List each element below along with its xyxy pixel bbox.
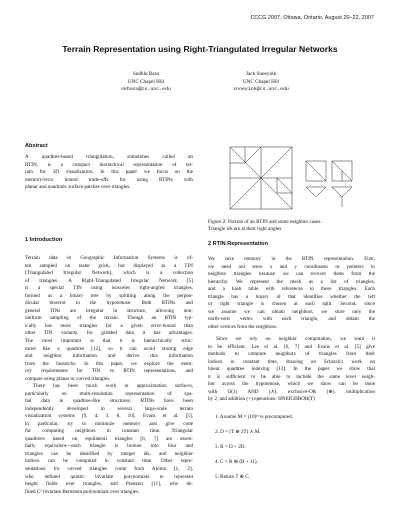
rtin-line: other vertices from the neighbors. (208, 323, 278, 330)
intro-line: indices can be computed in constant time. Other repre- (25, 458, 193, 465)
intro-line: tially equivalent—each triangle is broken into four and (25, 443, 193, 450)
author-email: snoeyink@cs.unc.edu (233, 87, 289, 93)
intro-line: ically has more triangles for a given error-bound than (25, 322, 193, 329)
intro-line: is a special TIN using isosceles right-angled triangles, (25, 285, 193, 292)
author-block-1 (86, 70, 206, 95)
rtin-line: we need not store x and y coordinates or pointers to (208, 263, 375, 270)
intro-paragraph-1 (25, 255, 193, 383)
intro-line: quadtrees based on equilateral triangles [6, 7] are essen- (25, 435, 193, 442)
rtin-line: and a hash table with references to these triangles. Each (208, 286, 375, 293)
intro-line: formed as a binary tree by splitting along the perpen- (25, 292, 193, 299)
author-name: Sudhlu Basu (132, 71, 160, 77)
intro-heading: 1 Introduction (25, 237, 63, 243)
rtin-line: with O(1) AND (∧), exclusive-OR (⊕), multiplication (208, 388, 375, 395)
intro-line: of triangles. A Right-Triangulated Irregular Network [5] (25, 277, 193, 284)
intro-line: There has been much work in approximation surfaces, (33, 383, 193, 389)
author-affiliation: UNC Chapel Hill (127, 79, 165, 86)
rtin-line: hierarchy. We represent the mesh as a list of triangles, (208, 278, 375, 285)
rtin-line: linear quadtree indexing [13]. In the paper we show that (208, 366, 375, 373)
rtin-line: methods to compute neighbors of triangles from their (208, 351, 375, 358)
abstract-line: memory/error bound trade-offs for using RTINs with (25, 176, 193, 183)
intro-line: height fields over triangles, and Preusser [11], who de- (25, 481, 193, 488)
author-affiliation: UNC Chapel Hill (242, 79, 280, 86)
intro-line: dicular bisector to the hypotenuse. Both RTINs and (25, 300, 193, 307)
abstract-line: rain for 3D visualization. In this paper we focus on the (25, 169, 193, 176)
rtin-line: neighbor triangles because we can recover them from the (208, 271, 375, 278)
rtin-line: triangle has a binary id that identifies whether the left (208, 293, 375, 300)
intro-line: who defined quintic bivariate polynomials to represent (25, 473, 193, 480)
rtin-line: by 2, and addition (+) operations: HNEIGHBOR(T) (208, 396, 315, 403)
intro-line: for computing neighbors in constant time. Triangular (25, 428, 193, 435)
abstract-text (25, 154, 193, 192)
intro-line: ten sampled on raster grids, but displayed as a TIN (25, 262, 193, 269)
rtin-line: north-west vertex with each triangle, and obtain the (208, 316, 375, 323)
rtin-line: we assume we can obtain neighbors, we store only the (208, 308, 375, 315)
step-item: 5. Return T ⊕ C. (215, 474, 250, 480)
figure-caption (208, 219, 375, 234)
intro-line: tured like a quadtree [12], so it can avoid storing edge (25, 345, 193, 352)
running-header: CCCG 2007, Ottawa, Ontario, August 20–22, 2007 (250, 15, 374, 21)
intro-line: independently developed in several large-scale terrain (25, 405, 193, 412)
intro-line: The most important is that it is hierarchically struc- (25, 338, 193, 345)
intro-line: triangles can be identified by integer ids, and neighbor (25, 450, 193, 457)
rtin-heading: 2 RTIN Representation (208, 241, 268, 247)
abstract-heading: Abstract (25, 143, 48, 149)
paper-title: Terrain Representation using Right-Triangulated Irregular Networks (62, 44, 338, 54)
intro-paragraph-2 (25, 383, 193, 496)
intro-line: uniform sampling of the terrain. Though an RTIN typ- (25, 315, 193, 322)
rtin-line: it is sufficient to be able to include the same level neigh- (208, 373, 375, 380)
rtin-line: bor across the hypotenuse, which we show can be done (208, 381, 375, 388)
rtin-line: or right triangle is chosen at each split. Second, since (208, 301, 375, 308)
rtin-line: to be efficient. Lee et al. [6, 7] and Evans et al. [5] give (208, 343, 375, 350)
intro-line: from the hierarchy. In this paper, we explore the mem- (25, 360, 193, 367)
intro-line: tial data in quadtree-like structures. RTINs have been (25, 398, 193, 405)
step-item: 3. R = D + 2D. (215, 444, 246, 450)
intro-line: general TINs are irregular in structure, allowing non- (25, 307, 193, 314)
intro-line: (Triangulated Irregular Network), which is a collection (25, 270, 193, 277)
rtin-paragraph-2 (208, 336, 375, 404)
step-item: 2. D = (T ⊕ 2T) ∧ M. (215, 429, 261, 435)
intro-line: ory requirements for TIN vs RTIN representations, and (25, 368, 193, 375)
abstract-line: RTIN, is a compact hierarchical representation of ter- (25, 161, 193, 168)
rtin-line: indices in constant time, drawing on Schrack's work on (208, 358, 375, 365)
abstract-line: A quadtree-based triangulation, sometimes called an (25, 154, 193, 160)
caption-line: Figure 2: Portion of an RTIN and some neighbor cases. (208, 219, 322, 225)
intro-line: and neighbor information and derive this information (25, 353, 193, 360)
intro-line: in particular, try to minimize memory and give code (25, 420, 193, 427)
author-email: skbasu@cs.unc.edu (121, 87, 171, 93)
intro-line: fined C¹ bivariate Bernstein polynomials over triangles. (25, 488, 140, 495)
intro-line: Terrain data in Geographic Information Systems is of- (25, 255, 193, 261)
intro-line: visualization systems [9, 4, 3, 8, 10]. Evans et al. [5], (25, 413, 193, 420)
caption-line: Triangle ids are at their right angles. (208, 226, 283, 233)
rtin-figure-image (208, 143, 375, 215)
step-item: 4. C = R ⊕ (R + 11). (215, 459, 258, 465)
rtin-paragraph-1 (208, 256, 375, 331)
intro-line: sentations for curved triangles come from Akima [1, 2], (25, 466, 193, 473)
author-name: Jack Snoeyink (245, 71, 277, 77)
rtin-figure (208, 143, 375, 215)
step-item: 1. Assume M = (10)ᵐ is precomputed. (215, 414, 293, 420)
intro-line: particularly on multi-resolution representation of spa- (25, 390, 193, 397)
rtin-line: Since we rely on neighbor computation, we want it (216, 336, 375, 342)
intro-line: compare using planar or curved triangles. (25, 375, 111, 382)
rtin-line: We save memory in the RTIN representation. First, (208, 256, 375, 262)
intro-line: other TIN variants, for gridded data it has advantages. (25, 330, 193, 337)
author-block-2 (201, 70, 321, 95)
abstract-line: planar and quadratic surface patches over triangles. (25, 184, 131, 191)
